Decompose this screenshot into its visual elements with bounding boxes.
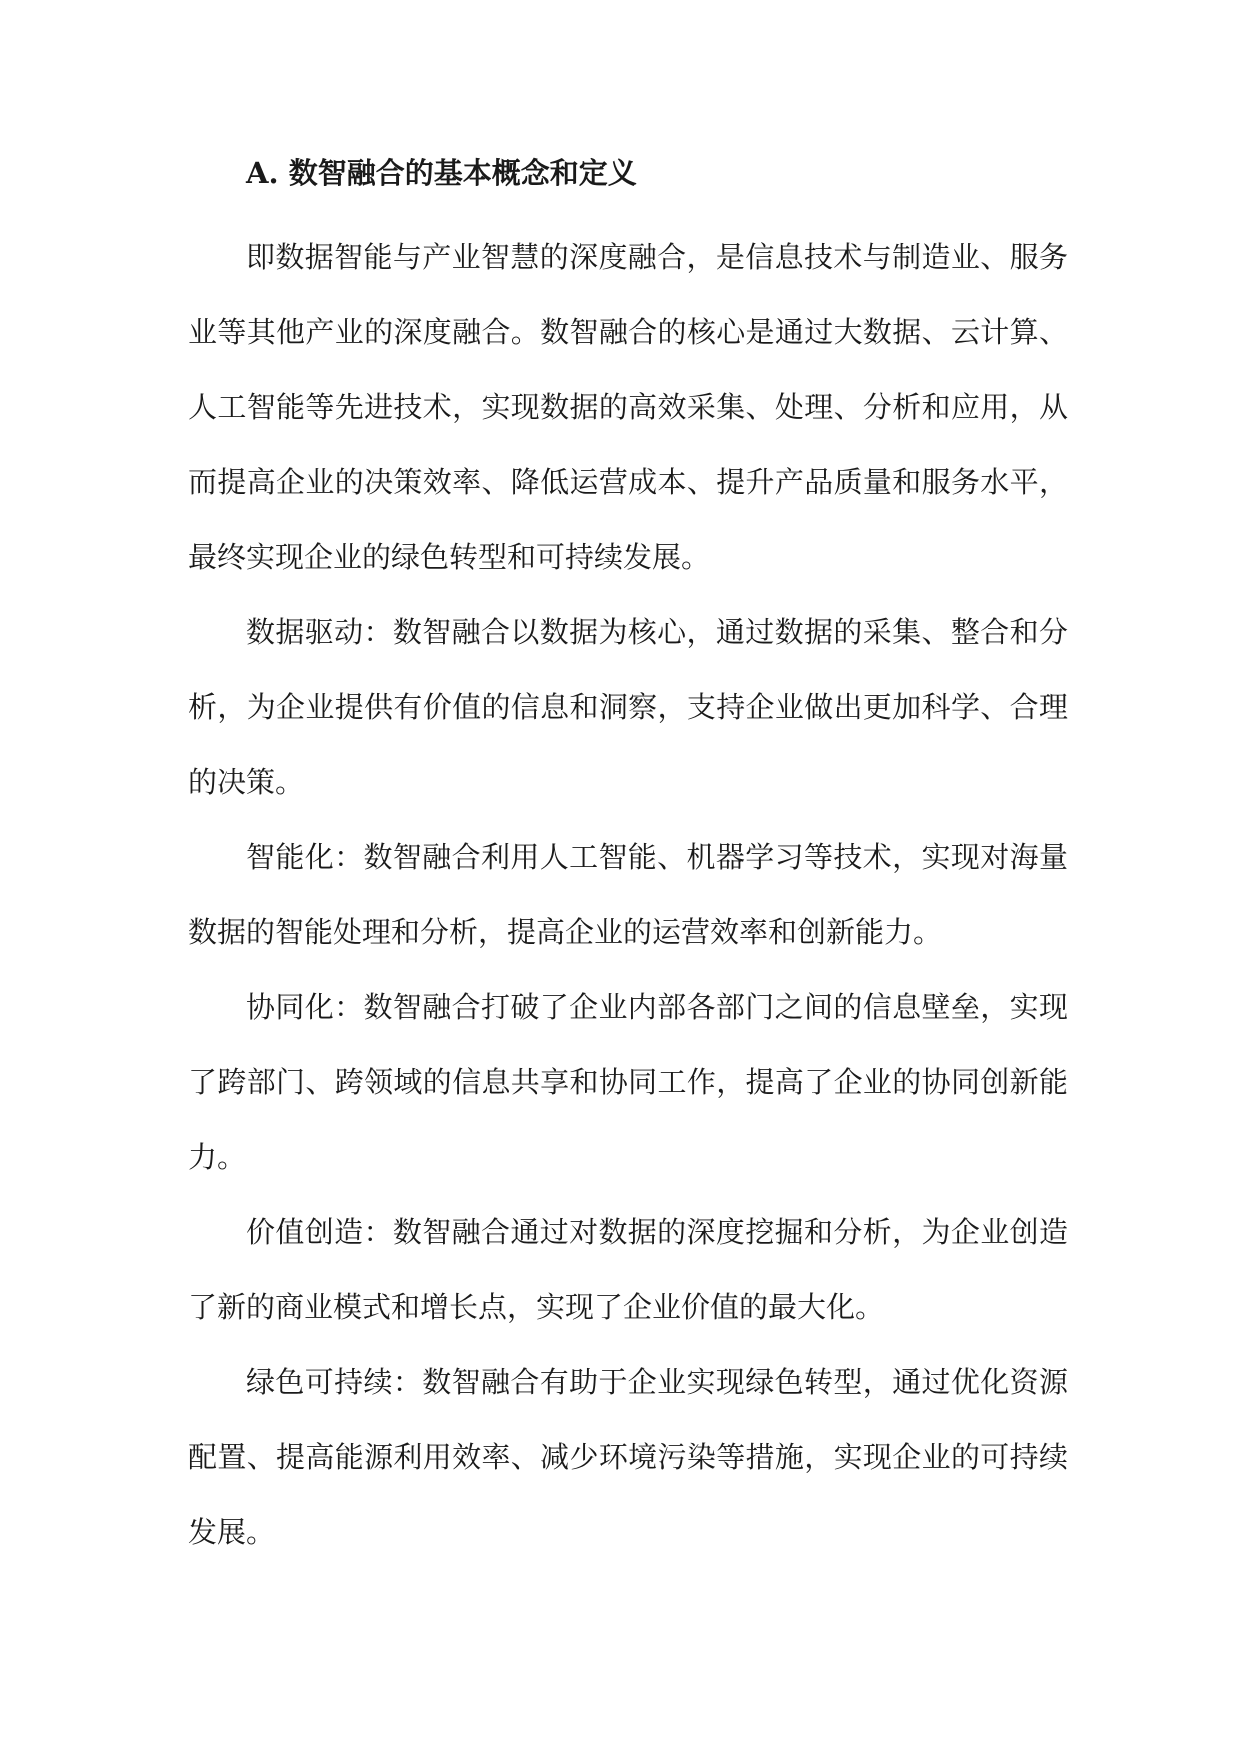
paragraph-intelligence: 智能化：数智融合利用人工智能、机器学习等技术，实现对海量数据的智能处理和分析，提高企业的运营效率和创新能力。 (188, 840, 1068, 949)
paragraph-definition: 即数据智能与产业智慧的深度融合，是信息技术与制造业、服务业等其他产业的深度融合。数智融合的核心是通过大数据、云计算、人工智能等先进技术，实现数据的高效采集、处理、分析和应用，从而提高企业的决策效率、降低运营成本、提升产品质量和服务水平，最终实现企业的绿色转型和可持续发展。 (188, 240, 1068, 574)
body-text (188, 220, 1068, 1570)
paragraph-green-sustainable: 绿色可持续：数智融合有助于企业实现绿色转型，通过优化资源配置、提高能源利用效率、减少环境污染等措施，实现企业的可持续发展。 (188, 1365, 1068, 1549)
paragraph-value-creation: 价值创造：数智融合通过对数据的深度挖掘和分析，为企业创造了新的商业模式和增长点，实现了企业价值的最大化。 (188, 1215, 1068, 1324)
section-heading: A. 数智融合的基本概念和定义 (246, 156, 637, 190)
paragraph-data-driven: 数据驱动：数智融合以数据为核心，通过数据的采集、整合和分析，为企业提供有价值的信息和洞察，支持企业做出更加科学、合理的决策。 (188, 615, 1068, 799)
paragraph-collaboration: 协同化：数智融合打破了企业内部各部门之间的信息壁垒，实现了跨部门、跨领域的信息共享和协同工作，提高了企业的协同创新能力。 (188, 990, 1068, 1174)
